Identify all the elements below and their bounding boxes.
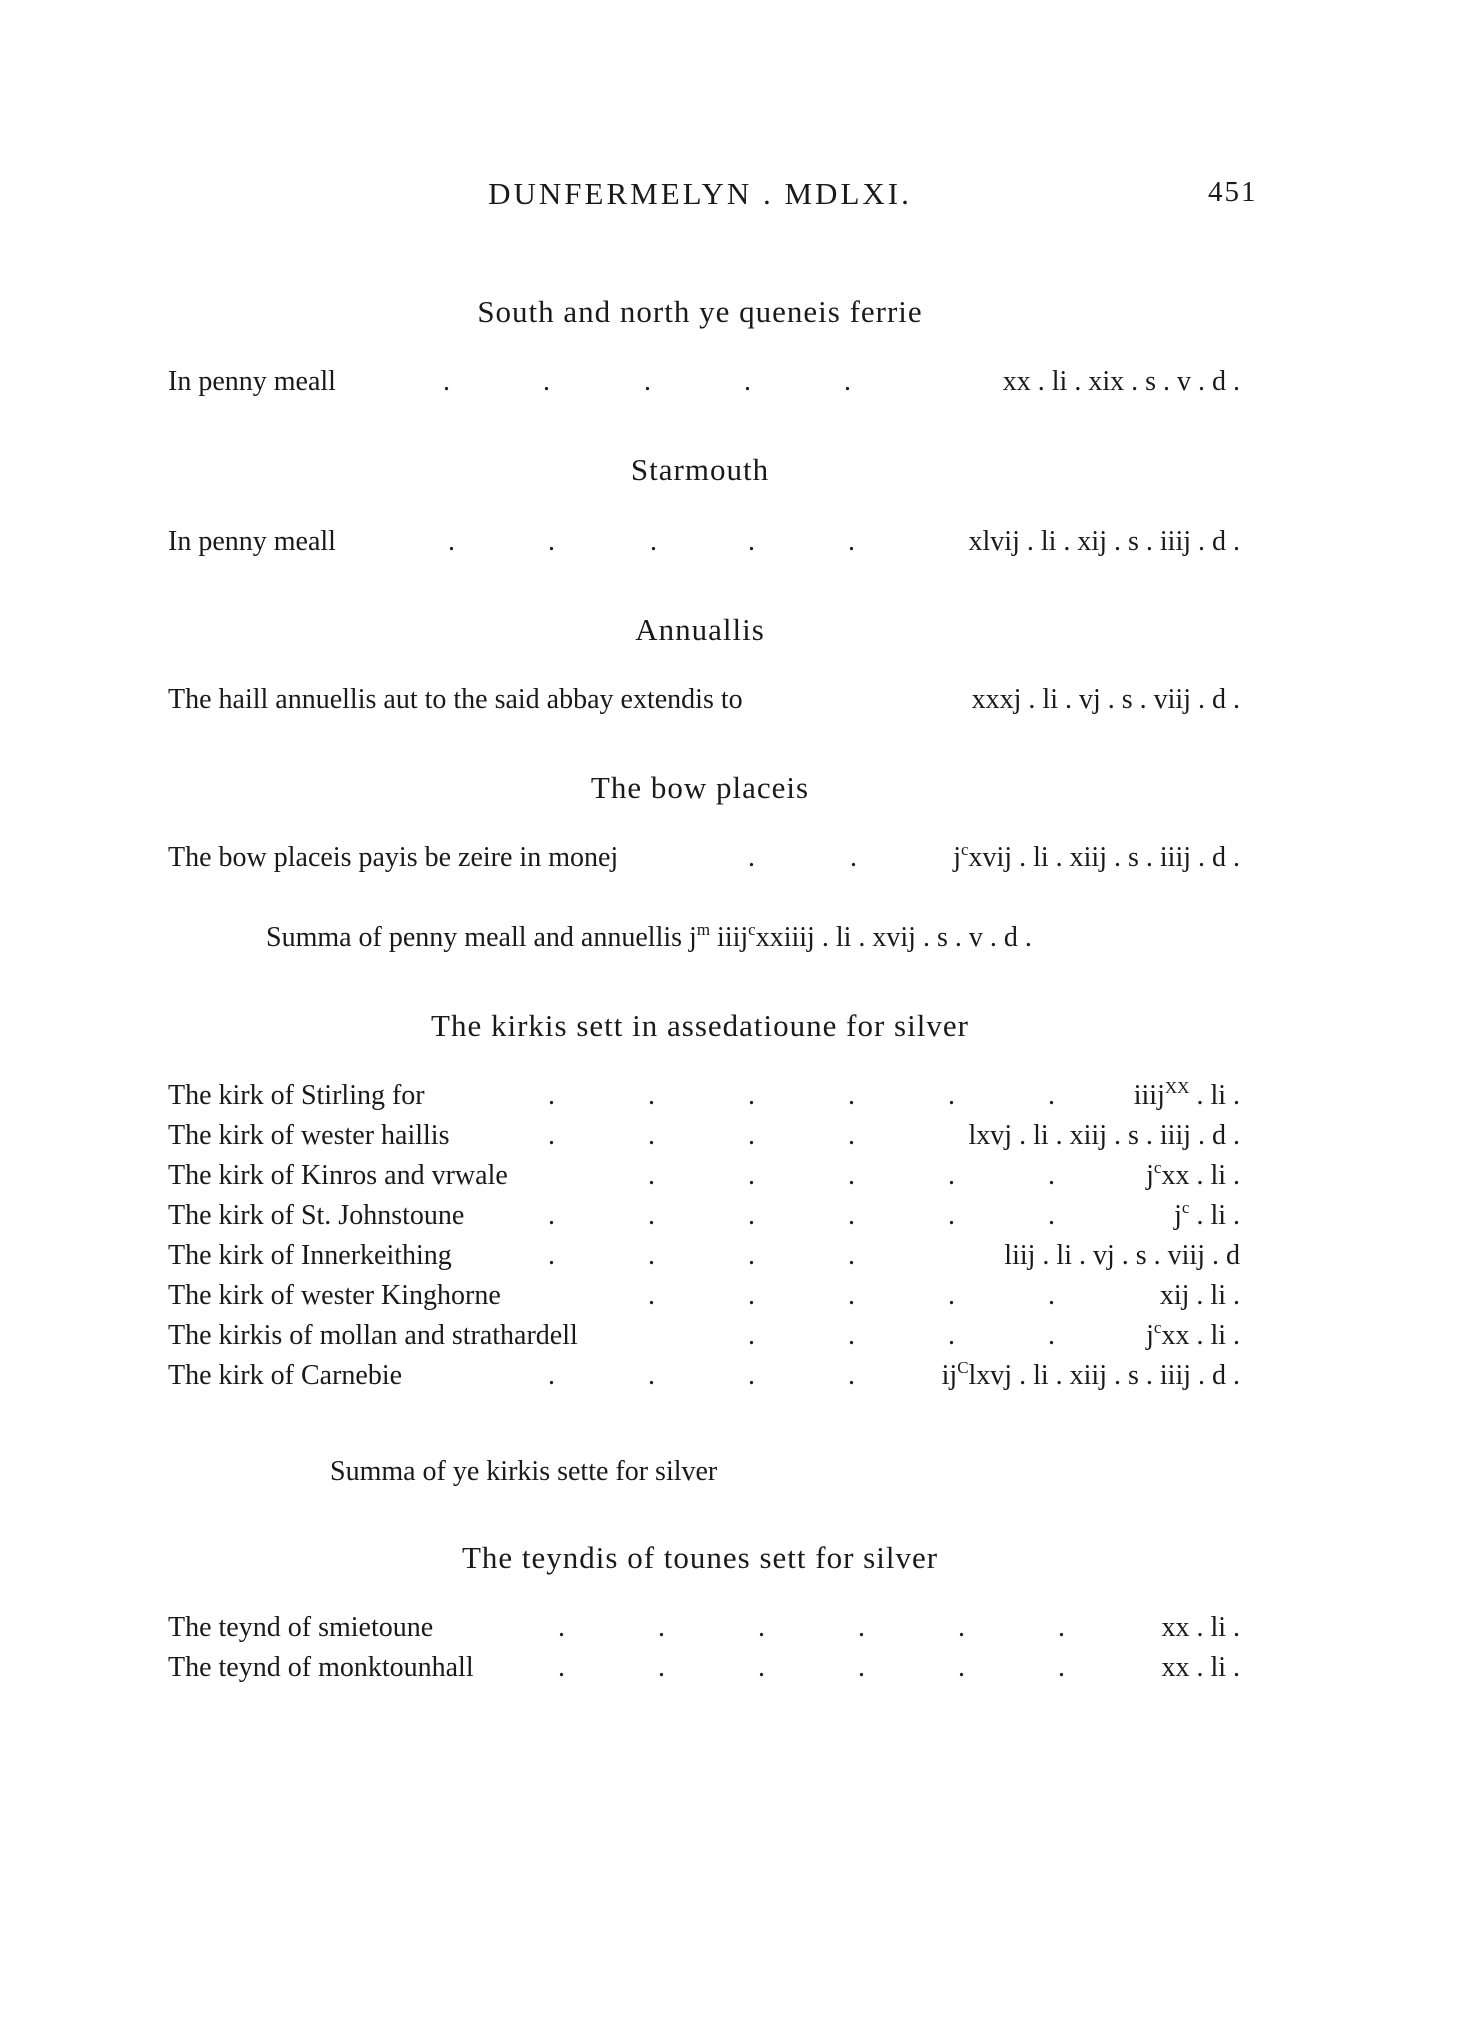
section-heading-starmouth: Starmouth — [630, 452, 770, 487]
entry-amount: $j^cxx$ . li . — [1146, 1318, 1240, 1351]
entry-row: The kirk of St. Johnstoune . . . . . . $j^c$ . li . — [168, 1198, 1240, 1231]
entry-row: The teynd of monktounhall . . . . . . xx . li . — [168, 1652, 1240, 1683]
entry-row: The kirk of Carnebie . . . . $ij^Clxvj$ . li . xiij . s . iiij . d . — [168, 1358, 1240, 1391]
entry-amount: xx . li . — [1161, 1612, 1240, 1643]
entry-amount: xij . li . — [1159, 1280, 1240, 1311]
entry-label: The kirk of St. Johnstoune — [168, 1200, 465, 1231]
entry-label: The teynd of monktounhall — [168, 1652, 474, 1683]
entry-label: The bow placeis payis be zeire in monej — [168, 842, 619, 873]
entry-amount: $j^c$ . li . — [1174, 1198, 1240, 1231]
entry-row: The kirk of wester Kinghorne . . . . . xij . li . — [168, 1280, 1240, 1311]
summa-kirkis: Summa of ye kirkis sette for silver — [330, 1456, 718, 1487]
section-heading-annuallis: Annuallis — [635, 612, 765, 647]
section-heading-bow-placeis: The bow placeis — [590, 770, 810, 805]
entry-amount: xx . li . — [1161, 1652, 1240, 1683]
entry-label: In penny meall — [168, 526, 336, 557]
entry-label: The kirk of Stirling for — [168, 1080, 425, 1111]
entry-row: The kirk of Innerkeithing . . . . liij . li . vj . s . viij . d — [168, 1240, 1240, 1271]
entry-row: The bow placeis payis be zeire in monej . . $j^cxvij$ . li . xiij . s . iiij . d . — [168, 840, 1240, 873]
entry-label: The haill annuellis aut to the said abbay extendis to — [168, 684, 743, 715]
entry-label: The kirk of wester Kinghorne — [168, 1280, 501, 1311]
entry-amount: lxvj . li . xiij . s . iiij . d . — [968, 1120, 1240, 1151]
entry-label: The teynd of smietoune — [168, 1612, 434, 1643]
entry-amount: xx . li . xix . s . v . d . — [1002, 366, 1240, 397]
entry-row: In penny meall . . . . . xlvij . li . xij . s . iiij . d . — [168, 526, 1240, 557]
entry-amount: $ij^Clxvj$ . li . xiij . s . iiij . d . — [941, 1358, 1240, 1391]
entry-label: The kirk of Kinros and vrwale — [168, 1160, 508, 1191]
entry-label: The kirk of Carnebie — [168, 1360, 403, 1391]
page-number: 451 — [1208, 176, 1258, 208]
entry-row: In penny meall . . . . . xx . li . xix . s . v . d . — [168, 366, 1240, 397]
entry-row: The kirk of Kinros and vrwale . . . . . $j^cxx$ . li . — [168, 1158, 1240, 1191]
entry-label: In penny meall — [168, 366, 336, 397]
summa-penny-meall: Summa of penny meall and annuellis $j^m$ iiij$^c$xxiiij . li . xvij . s . v . d . — [266, 920, 1032, 953]
entry-amount: $j^cxx$ . li . — [1146, 1158, 1240, 1191]
section-heading-teyndis: The teyndis of tounes sett for silver — [461, 1540, 939, 1575]
entry-amount: xlvij . li . xij . s . iiij . d . — [968, 526, 1240, 557]
entry-amount: $j^cxvij$ . li . xiij . s . iiij . d . — [953, 840, 1240, 873]
running-title: DUNFERMELYN . MDLXI. — [488, 176, 912, 211]
entry-amount: xxxj . li . vj . s . viij . d . — [971, 684, 1240, 715]
entry-row: The kirk of Stirling for . . . . . . iiij$^{XX}$ . li . — [168, 1078, 1240, 1111]
entry-amount: iiij$^{XX}$ . li . — [1133, 1078, 1240, 1111]
entry-row — [168, 684, 1240, 722]
running-head — [0, 176, 1463, 216]
entry-row: The kirkis of mollan and strathardell . . . . $j^cxx$ . li . — [168, 1318, 1240, 1351]
entry-label: The kirk of wester haillis — [168, 1120, 450, 1151]
entry-label: The kirk of Innerkeithing — [168, 1240, 452, 1271]
entry-row: The kirk of wester haillis . . . . lxvj . li . xiij . s . iiij . d . — [168, 1120, 1240, 1151]
entry-amount: liij . li . vj . s . viij . d — [1004, 1240, 1240, 1271]
section-heading-south-north: South and north ye queneis ferrie — [477, 294, 923, 329]
entry-row: The teynd of smietoune . . . . . . xx . li . — [168, 1612, 1240, 1643]
section-heading-kirkis: The kirkis sett in assedatioune for silver — [431, 1008, 969, 1043]
entry-label: The kirkis of mollan and strathardell — [168, 1320, 578, 1351]
